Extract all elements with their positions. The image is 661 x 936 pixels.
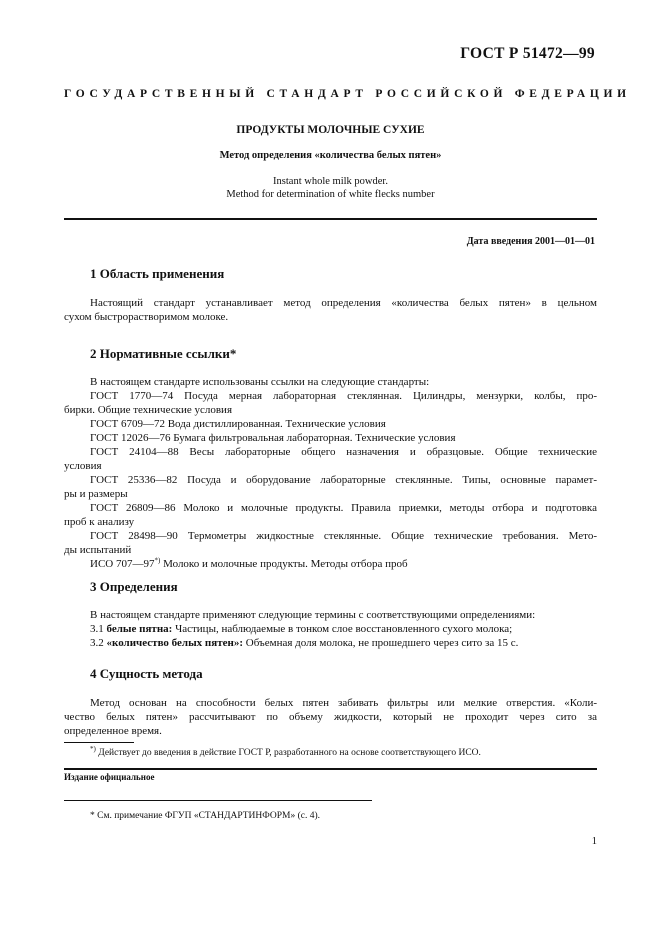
section-1-text-line: сухом быстрорастворимом молоке. [64, 311, 229, 323]
section-3-heading: 3 Определения [90, 579, 178, 594]
footnote-mark: *) [154, 556, 161, 565]
section-4-text-line: Метод основан на способности белых пятен забивать фильтры или мелкие отверстия. «Коли- [90, 697, 597, 709]
definition-number: 3.1 [90, 623, 107, 635]
section-2-intro: В настоящем стандарте использованы ссылки на следующие стандарты: [90, 376, 430, 388]
definition-line [90, 622, 597, 636]
top-divider [64, 218, 597, 220]
footnote-text: Действует до введения в действие ГОСТ Р, разработанного на основе соответствующего ИСО. [95, 748, 481, 758]
reference-line: бирки. Общие технические условия [64, 404, 233, 416]
section-4-heading: 4 Сущность метода [90, 666, 203, 681]
definition-term: белые пятна: [106, 623, 173, 635]
definition-number: 3.2 [90, 637, 107, 649]
organization-heading: ГОСУДАРСТВЕННЫЙ СТАНДАРТ РОССИЙСКОЙ ФЕДЕРАЦИИ [64, 88, 631, 100]
iso-code: ИСО 707—97 [90, 558, 155, 570]
reference-line: ГОСТ 6709—72 Вода дистиллированная. Технические условия [90, 418, 386, 430]
reference-line: условия [64, 460, 102, 472]
reference-line: ГОСТ 12026—76 Бумага фильтровальная лабораторная. Технические условия [90, 432, 456, 444]
document-subtitle: Метод определения «количества белых пятен» [219, 150, 442, 161]
footnote-iso [90, 744, 481, 758]
section-1-heading: 1 Область применения [90, 266, 225, 281]
definition-text: Объемная доля молока, не прошедшего через сито за 15 с. [243, 637, 519, 649]
reference-line-iso [90, 557, 597, 571]
reference-line: ры и размеры [64, 488, 128, 500]
section-2-heading: 2 Нормативные ссылки* [90, 346, 237, 361]
definition-line [90, 636, 597, 650]
section-4-text-line: чество белых пятен» рассчитывают по объему жидкости, который не проходит через сито за [64, 711, 597, 723]
reference-line: ГОСТ 24104—88 Весы лабораторные общего назначения и образцовые. Общие технические [90, 446, 597, 458]
english-title-line-1: Instant whole milk powder. [273, 176, 388, 187]
english-title-line-2: Method for determination of white flecks number [226, 189, 435, 200]
reference-line: проб к анализу [64, 516, 135, 528]
reference-line: ГОСТ 25336—82 Посуда и оборудование лабораторные стеклянные. Типы, основные парамет- [90, 474, 597, 486]
reference-line: ГОСТ 1770—74 Посуда мерная лабораторная стеклянная. Цилиндры, мензурки, колбы, про- [90, 390, 597, 402]
iso-title: Молоко и молочные продукты. Методы отбора проб [160, 558, 408, 570]
official-edition-label: Издание официальное [64, 772, 155, 782]
section-3-intro: В настоящем стандарте применяют следующие термины с соответствующими определениями: [90, 609, 536, 621]
reference-line: ды испытаний [64, 544, 132, 556]
section-1-text-line: Настоящий стандарт устанавливает метод определения «количества белых пятен» в цельном [90, 297, 597, 309]
section-4-text-line: определенное время. [64, 725, 162, 737]
footnote-divider [64, 800, 372, 801]
reference-line: ГОСТ 26809—86 Молоко и молочные продукты. Правила приемки, методы отбора и подготовка [90, 502, 597, 514]
introduction-date: Дата введения 2001—01—01 [466, 236, 595, 247]
footnote-standartinform: * См. примечание ФГУП «СТАНДАРТИНФОРМ» (с. 4). [90, 811, 321, 821]
document-code: ГОСТ Р 51472—99 [460, 45, 595, 62]
page-number: 1 [591, 836, 597, 847]
footnote-divider [64, 742, 134, 743]
document-title: ПРОДУКТЫ МОЛОЧНЫЕ СУХИЕ [236, 124, 425, 136]
definition-text: Частицы, наблюдаемые в тонком слое восстановленного сухого молока; [172, 623, 513, 635]
bottom-divider [64, 768, 597, 770]
definition-term: «количество белых пятен»: [106, 637, 244, 649]
footnote-mark: *) [90, 744, 96, 753]
reference-line: ГОСТ 28498—90 Термометры жидкостные стеклянные. Общие технические требования. Мето- [90, 530, 597, 542]
